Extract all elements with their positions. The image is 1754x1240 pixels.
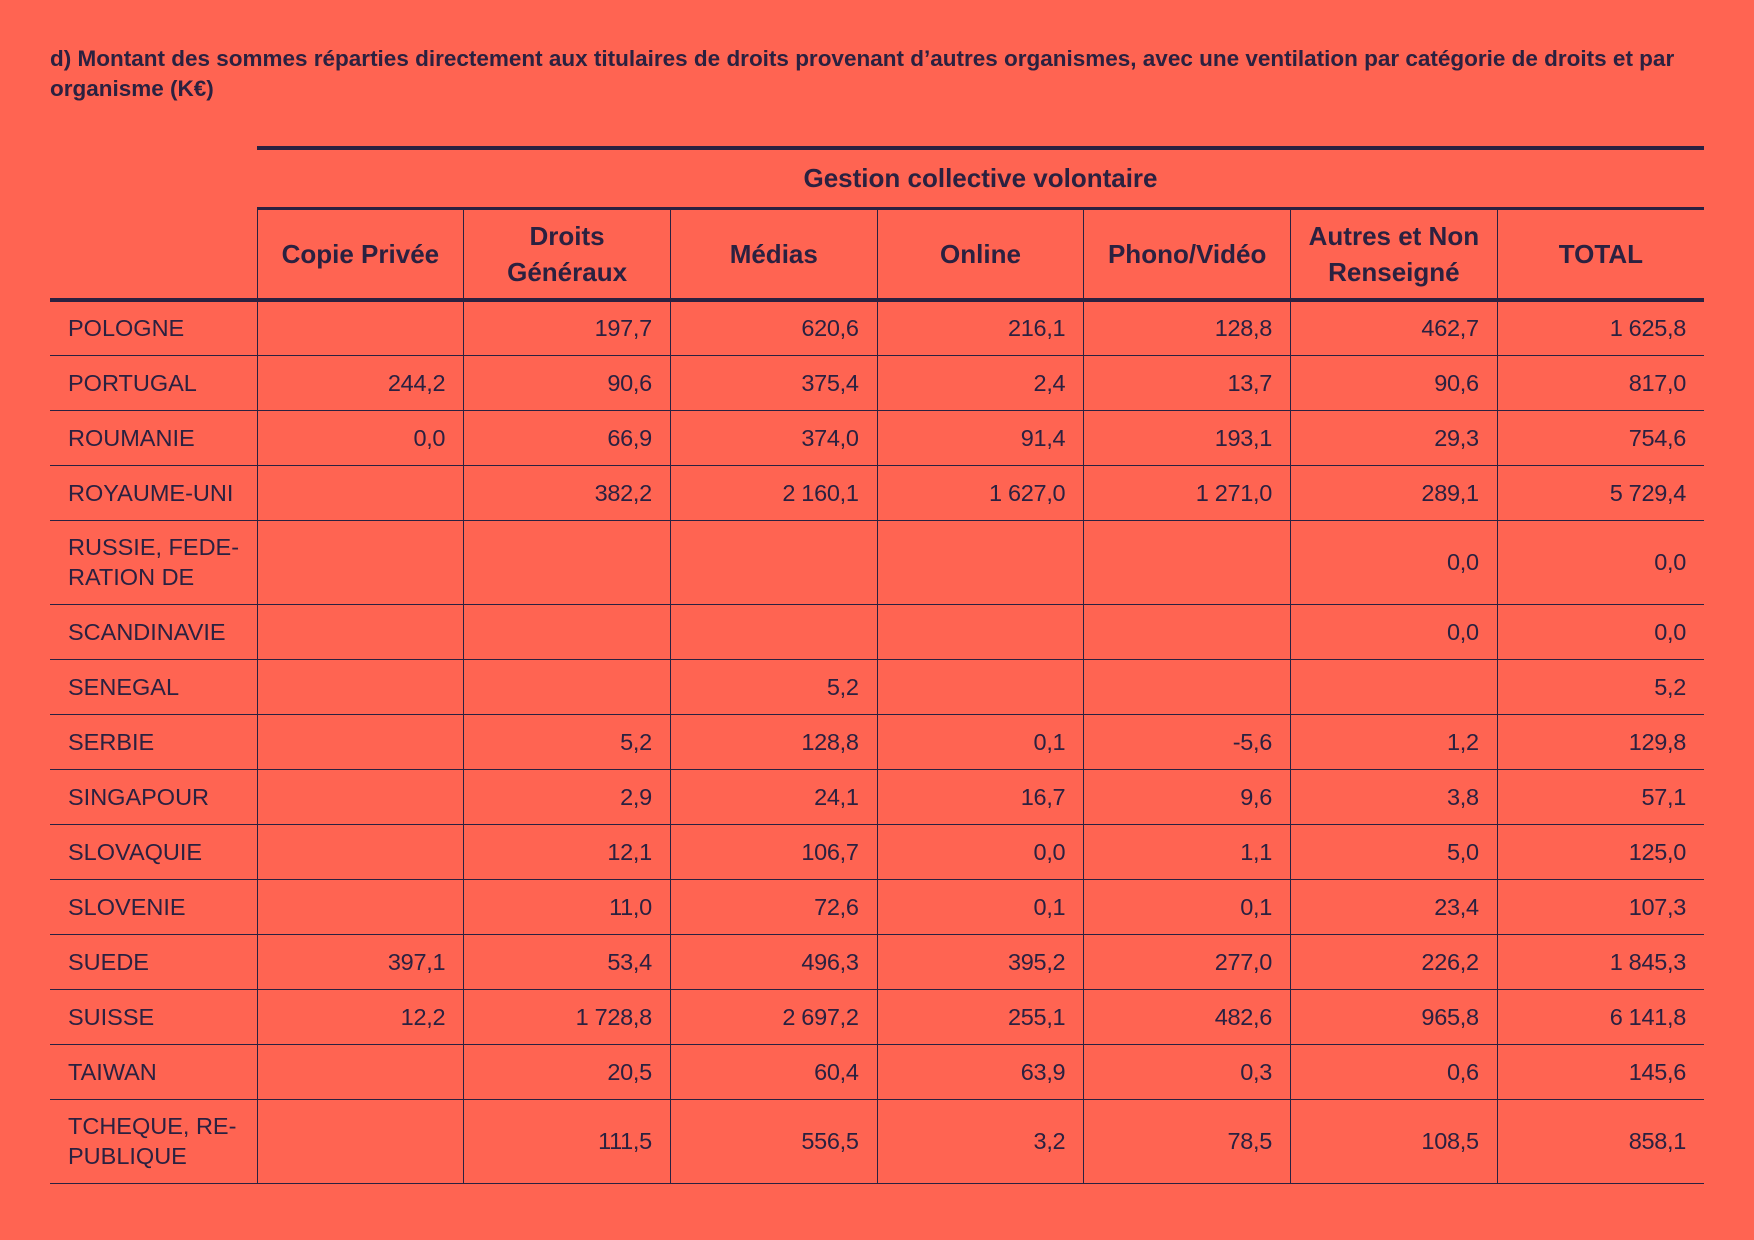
- table-row: [50, 714, 1704, 769]
- value-cell: [670, 604, 877, 659]
- value-cell: 5 729,4: [1497, 465, 1704, 520]
- table-row: [50, 465, 1704, 520]
- value-cell: 375,4: [670, 355, 877, 410]
- column-header-droits-generaux: Droits Généraux: [464, 208, 671, 300]
- value-cell: 0,0: [257, 410, 464, 465]
- table-row: [50, 355, 1704, 410]
- value-cell: 23,4: [1291, 879, 1498, 934]
- value-cell: 482,6: [1084, 989, 1291, 1044]
- value-cell: 226,2: [1291, 934, 1498, 989]
- value-cell: [877, 520, 1084, 604]
- country-cell: SERBIE: [50, 714, 257, 769]
- value-cell: 60,4: [670, 1044, 877, 1099]
- group-header-row: [50, 148, 1704, 208]
- value-cell: 1,2: [1291, 714, 1498, 769]
- value-cell: [257, 1099, 464, 1183]
- value-cell: 57,1: [1497, 769, 1704, 824]
- value-cell: 1 728,8: [464, 989, 671, 1044]
- value-cell: [1291, 659, 1498, 714]
- value-cell: 817,0: [1497, 355, 1704, 410]
- value-cell: 91,4: [877, 410, 1084, 465]
- value-cell: 108,5: [1291, 1099, 1498, 1183]
- value-cell: 0,0: [1497, 520, 1704, 604]
- value-cell: 1 271,0: [1084, 465, 1291, 520]
- table-row: [50, 989, 1704, 1044]
- value-cell: 5,2: [670, 659, 877, 714]
- value-cell: 29,3: [1291, 410, 1498, 465]
- value-cell: 556,5: [670, 1099, 877, 1183]
- value-cell: 277,0: [1084, 934, 1291, 989]
- value-cell: [464, 604, 671, 659]
- value-cell: 0,0: [877, 824, 1084, 879]
- value-cell: 72,6: [670, 879, 877, 934]
- value-cell: 107,3: [1497, 879, 1704, 934]
- table-body: [50, 300, 1704, 1183]
- value-cell: [1084, 659, 1291, 714]
- value-cell: 754,6: [1497, 410, 1704, 465]
- value-cell: 1 845,3: [1497, 934, 1704, 989]
- value-cell: 0,1: [877, 714, 1084, 769]
- rights-distribution-table: [50, 146, 1704, 1184]
- value-cell: 374,0: [670, 410, 877, 465]
- table-row: [50, 879, 1704, 934]
- value-cell: [877, 659, 1084, 714]
- value-cell: 2,9: [464, 769, 671, 824]
- value-cell: 244,2: [257, 355, 464, 410]
- value-cell: 90,6: [464, 355, 671, 410]
- value-cell: -5,6: [1084, 714, 1291, 769]
- column-header-total: TOTAL: [1497, 208, 1704, 300]
- value-cell: [257, 824, 464, 879]
- value-cell: 111,5: [464, 1099, 671, 1183]
- column-header-copie-privee: Copie Privée: [257, 208, 464, 300]
- value-cell: 0,1: [1084, 879, 1291, 934]
- value-cell: 16,7: [877, 769, 1084, 824]
- value-cell: 128,8: [1084, 300, 1291, 355]
- value-cell: [257, 769, 464, 824]
- column-header-medias: Médias: [670, 208, 877, 300]
- value-cell: [464, 659, 671, 714]
- value-cell: 193,1: [1084, 410, 1291, 465]
- value-cell: [1084, 604, 1291, 659]
- value-cell: 53,4: [464, 934, 671, 989]
- value-cell: 255,1: [877, 989, 1084, 1044]
- value-cell: [257, 714, 464, 769]
- value-cell: [877, 604, 1084, 659]
- value-cell: 2 160,1: [670, 465, 877, 520]
- value-cell: 6 141,8: [1497, 989, 1704, 1044]
- value-cell: 382,2: [464, 465, 671, 520]
- value-cell: [464, 520, 671, 604]
- value-cell: 106,7: [670, 824, 877, 879]
- value-cell: 0,0: [1291, 604, 1498, 659]
- value-cell: 1 625,8: [1497, 300, 1704, 355]
- value-cell: [257, 520, 464, 604]
- table-row: [50, 1099, 1704, 1183]
- country-cell: TAIWAN: [50, 1044, 257, 1099]
- value-cell: 12,1: [464, 824, 671, 879]
- group-header-spacer: [50, 148, 257, 208]
- value-cell: 0,1: [877, 879, 1084, 934]
- table-row: [50, 1044, 1704, 1099]
- country-cell: ROYAUME-UNI: [50, 465, 257, 520]
- value-cell: 5,0: [1291, 824, 1498, 879]
- country-cell: PORTUGAL: [50, 355, 257, 410]
- value-cell: 9,6: [1084, 769, 1291, 824]
- value-cell: [257, 604, 464, 659]
- column-header-online: Online: [877, 208, 1084, 300]
- value-cell: 0,6: [1291, 1044, 1498, 1099]
- value-cell: 63,9: [877, 1044, 1084, 1099]
- value-cell: 3,8: [1291, 769, 1498, 824]
- value-cell: 128,8: [670, 714, 877, 769]
- value-cell: 3,2: [877, 1099, 1084, 1183]
- value-cell: 129,8: [1497, 714, 1704, 769]
- value-cell: 197,7: [464, 300, 671, 355]
- country-cell: SUISSE: [50, 989, 257, 1044]
- value-cell: 66,9: [464, 410, 671, 465]
- value-cell: 5,2: [1497, 659, 1704, 714]
- value-cell: 395,2: [877, 934, 1084, 989]
- value-cell: 858,1: [1497, 1099, 1704, 1183]
- value-cell: 0,0: [1291, 520, 1498, 604]
- column-header-phono-video: Phono/Vidéo: [1084, 208, 1291, 300]
- country-cell: ROUMANIE: [50, 410, 257, 465]
- value-cell: [257, 1044, 464, 1099]
- country-cell: SLOVAQUIE: [50, 824, 257, 879]
- value-cell: 90,6: [1291, 355, 1498, 410]
- group-header: Gestion collective volontaire: [257, 148, 1704, 208]
- value-cell: 20,5: [464, 1044, 671, 1099]
- value-cell: [257, 465, 464, 520]
- value-cell: 12,2: [257, 989, 464, 1044]
- value-cell: [670, 520, 877, 604]
- value-cell: [257, 659, 464, 714]
- page-heading: d) Montant des sommes réparties directement aux titulaires de droits provenant d’autres organismes, avec une ventilation par catégorie de droits et par organisme (K€): [50, 46, 1675, 101]
- table-row: [50, 934, 1704, 989]
- country-cell: TCHEQUE, RE-PUBLIQUE: [50, 1099, 257, 1183]
- country-cell: SUEDE: [50, 934, 257, 989]
- value-cell: 2 697,2: [670, 989, 877, 1044]
- value-cell: 216,1: [877, 300, 1084, 355]
- value-cell: 13,7: [1084, 355, 1291, 410]
- value-cell: [257, 300, 464, 355]
- country-cell: SLOVENIE: [50, 879, 257, 934]
- value-cell: 2,4: [877, 355, 1084, 410]
- value-cell: 145,6: [1497, 1044, 1704, 1099]
- table-row: [50, 410, 1704, 465]
- country-cell: RUSSIE, FEDE-RATION DE: [50, 520, 257, 604]
- value-cell: [1084, 520, 1291, 604]
- table-row: [50, 769, 1704, 824]
- value-cell: 620,6: [670, 300, 877, 355]
- value-cell: 78,5: [1084, 1099, 1291, 1183]
- table-row: [50, 659, 1704, 714]
- table-row: [50, 300, 1704, 355]
- table-row: [50, 824, 1704, 879]
- country-cell: SINGAPOUR: [50, 769, 257, 824]
- value-cell: 0,3: [1084, 1044, 1291, 1099]
- value-cell: 24,1: [670, 769, 877, 824]
- value-cell: 0,0: [1497, 604, 1704, 659]
- value-cell: 397,1: [257, 934, 464, 989]
- value-cell: 11,0: [464, 879, 671, 934]
- table-row: [50, 604, 1704, 659]
- country-cell: SCANDINAVIE: [50, 604, 257, 659]
- value-cell: 1 627,0: [877, 465, 1084, 520]
- value-cell: 289,1: [1291, 465, 1498, 520]
- value-cell: 462,7: [1291, 300, 1498, 355]
- value-cell: 1,1: [1084, 824, 1291, 879]
- column-header-row: [50, 208, 1704, 300]
- value-cell: [257, 879, 464, 934]
- value-cell: 965,8: [1291, 989, 1498, 1044]
- value-cell: 496,3: [670, 934, 877, 989]
- country-cell: POLOGNE: [50, 300, 257, 355]
- table-row: [50, 520, 1704, 604]
- country-cell: SENEGAL: [50, 659, 257, 714]
- value-cell: 125,0: [1497, 824, 1704, 879]
- column-header-autres: Autres et Non Renseigné: [1291, 208, 1498, 300]
- country-column-header: [50, 208, 257, 300]
- value-cell: 5,2: [464, 714, 671, 769]
